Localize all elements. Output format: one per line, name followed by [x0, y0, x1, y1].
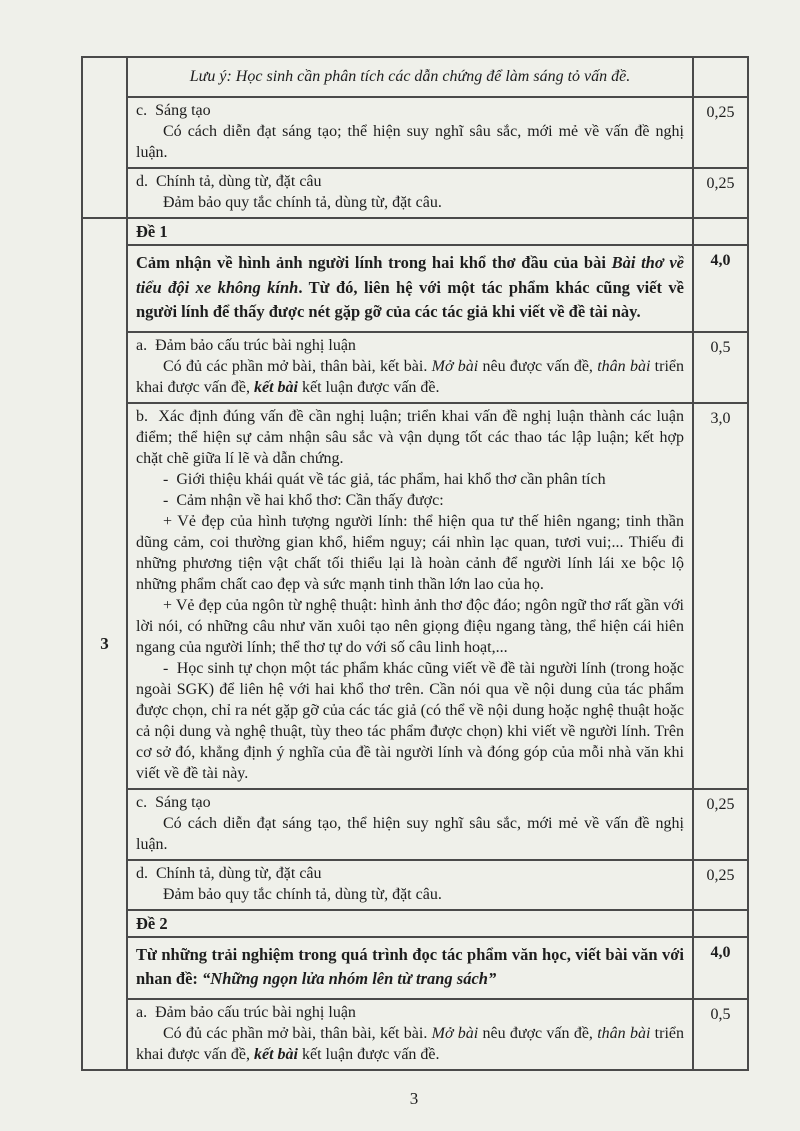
text-segment: Cảm nhận về hình ảnh người lính trong hai khổ thơ đầu của bài — [136, 253, 612, 272]
paragraph — [136, 1002, 684, 1023]
text-segment: thân bài — [597, 357, 651, 375]
text-segment: Bài thơ về tiểu đội xe không kính — [136, 253, 684, 297]
content-cell — [127, 218, 693, 245]
paragraph — [136, 121, 684, 163]
content-cell — [127, 97, 693, 168]
text-segment: Đề 2 — [136, 913, 168, 933]
text-segment: + Vẻ đẹp của hình tượng người lính: thể hiện qua tư thế hiên ngang; tinh thần dũng cảm, coi thường gian khổ, hiểm nguy; cái nhìn lạc quan, tươi vui;... Thiếu đi những phương tiện vật chất tối thiểu lại là hoàn cảnh để người lính lái xe bộc lộ những phẩm chất cao đẹp và sức mạnh tinh thần lớn lao của họ. — [136, 512, 684, 593]
text-segment: a. Đảm bảo cấu trúc bài nghị luận — [136, 336, 356, 354]
paragraph — [136, 356, 684, 398]
content-cell — [127, 57, 693, 97]
rubric-table — [81, 56, 749, 1071]
text-segment: c. Sáng tạo — [136, 102, 211, 119]
score-cell: 0,25 — [693, 97, 748, 168]
table-row — [82, 245, 748, 332]
paragraph — [136, 251, 684, 325]
text-segment: a. Đảm bảo cấu trúc bài nghị luận — [136, 1003, 356, 1021]
text-segment: triển khai được vấn đề, — [136, 1024, 684, 1063]
text-segment: nêu được vấn đề, — [478, 357, 598, 375]
text-segment: Đề 1 — [136, 222, 168, 241]
text-segment: kết luận được vấn đề. — [297, 378, 440, 396]
table-row — [82, 168, 748, 218]
score-cell: 0,25 — [693, 860, 748, 910]
text-segment: + Vẻ đẹp của ngôn từ nghệ thuật: hình ảnh thơ độc đáo; ngôn ngữ thơ rất gần với lời nói, có những câu như văn xuôi tạo nên giọng điệu ngang tàng, thể hiện cái hiên ngang của người lính; thể thơ tự do với số câu linh hoạt,... — [136, 596, 684, 656]
paragraph — [136, 511, 684, 595]
paragraph — [136, 595, 684, 658]
rubric-table-body — [82, 57, 748, 1070]
text-segment: c. Sáng tạo — [136, 793, 211, 811]
text-segment: kết bài — [253, 378, 298, 396]
content-cell — [127, 332, 693, 403]
text-segment: Có cách diễn đạt sáng tạo, thể hiện suy nghĩ sâu sắc, mới mẻ về vấn đề nghị luận. — [136, 814, 684, 853]
text-segment: nêu được vấn đề, — [478, 1024, 598, 1042]
table-row — [82, 937, 748, 999]
text-segment: Mở bài — [431, 357, 479, 375]
text-segment: Đảm bảo quy tắc chính tả, dùng từ, đặt câu. — [163, 885, 442, 903]
paragraph — [136, 913, 684, 934]
content-cell — [127, 860, 693, 910]
score-cell: 0,5 — [693, 332, 748, 403]
paragraph — [136, 171, 684, 192]
text-segment: “Những ngọn lửa nhóm lên từ trang sách” — [202, 969, 497, 988]
text-segment: Đảm bảo quy tắc chính tả, dùng từ, đặt câu. — [163, 194, 442, 211]
content-cell — [127, 999, 693, 1070]
table-row — [82, 860, 748, 910]
paragraph — [136, 792, 684, 813]
text-segment: thân bài — [597, 1024, 651, 1042]
table-row — [82, 789, 748, 860]
text-segment: - Giới thiệu khái quát về tác giả, tác phẩm, hai khổ thơ cần phân tích — [163, 470, 606, 488]
score-cell — [693, 910, 748, 937]
score-cell: 0,5 — [693, 999, 748, 1070]
table-row — [82, 999, 748, 1070]
paragraph — [136, 100, 684, 121]
score-cell: 0,25 — [693, 789, 748, 860]
table-row — [82, 910, 748, 937]
text-segment: Có đủ các phần mở bài, thân bài, kết bài. — [163, 357, 432, 375]
text-segment: d. Chính tả, dùng từ, đặt câu — [136, 173, 322, 190]
text-segment: Từ những trải nghiệm trong quá trình đọc tác phẩm văn học, viết bài văn với nhan đề: — [136, 944, 684, 988]
text-segment: Có đủ các phần mở bài, thân bài, kết bài. — [163, 1024, 432, 1042]
text-segment: - Học sinh tự chọn một tác phẩm khác cũng viết về đề tài người lính (trong hoặc ngoài SGK) để liên hệ với hai khổ thơ trên. Cần nói qua về nội dung của tác phẩm được chọn, chỉ ra nét gặp gỡ của các tác giả (có thể về nội dung hoặc nghệ thuật hoặc cả nội dung và nghệ thuật, tùy theo tác phẩm được chọn) khi viết về người lính. Trên cơ sở đó, khẳng định ý nghĩa của đề tài người lính và đóng góp của mỗi nhà văn khi viết về đề tài này. — [136, 659, 684, 782]
question-number-cell — [82, 57, 127, 218]
text-segment: Có cách diễn đạt sáng tạo; thể hiện suy nghĩ sâu sắc, mới mẻ về vấn đề nghị luận. — [136, 123, 684, 161]
paragraph — [136, 1023, 684, 1065]
paragraph — [136, 943, 684, 992]
table-row — [82, 403, 748, 789]
paragraph — [136, 490, 684, 511]
page-number: 3 — [409, 1088, 419, 1108]
paragraph — [136, 813, 684, 855]
content-cell — [127, 403, 693, 789]
score-cell: 4,0 — [693, 245, 748, 332]
table-row — [82, 218, 748, 245]
table-row — [82, 332, 748, 403]
paragraph — [136, 884, 684, 905]
table-row — [82, 57, 748, 97]
text-segment: . Từ đó, liên hệ với một tác phẩm khác cũng viết về người lính để thấy được nét gặp gỡ của các tác giả khi viết về đề tài này. — [136, 277, 684, 321]
paragraph — [136, 658, 684, 784]
paragraph — [136, 406, 684, 469]
score-cell: 3,0 — [693, 403, 748, 789]
question-number-cell: 3 — [82, 218, 127, 1070]
content-cell — [127, 245, 693, 332]
paragraph — [136, 469, 684, 490]
content-cell — [127, 910, 693, 937]
content-cell — [127, 789, 693, 860]
table-row — [82, 97, 748, 168]
score-cell — [693, 57, 748, 97]
text-segment: - Cảm nhận về hai khổ thơ: Cần thấy được: — [163, 491, 444, 509]
paragraph — [136, 192, 684, 213]
text-segment: b. Xác định đúng vấn đề cần nghị luận; triển khai vấn đề nghị luận thành các luận điểm; thể hiện sự cảm nhận sâu sắc và vận dụng tốt các thao tác lập luận; kết hợp chặt chẽ giữa lí lẽ và dẫn chứng. — [136, 407, 684, 467]
text-segment: triển khai được vấn đề, — [136, 357, 684, 396]
content-cell — [127, 168, 693, 218]
paragraph — [136, 863, 684, 884]
content-cell — [127, 937, 693, 999]
text-segment: kết luận được vấn đề. — [297, 1045, 440, 1063]
paragraph — [136, 335, 684, 356]
text-segment: d. Chính tả, dùng từ, đặt câu — [136, 864, 322, 882]
paragraph — [136, 221, 684, 242]
text-segment: Mở bài — [431, 1024, 479, 1042]
score-cell: 0,25 — [693, 168, 748, 218]
paragraph — [136, 66, 684, 87]
score-cell: 4,0 — [693, 937, 748, 999]
text-segment: Lưu ý: Học sinh cần phân tích các dẫn chứng để làm sáng tỏ vấn đề. — [189, 68, 631, 85]
text-segment: kết bài — [253, 1045, 298, 1063]
score-cell — [693, 218, 748, 245]
